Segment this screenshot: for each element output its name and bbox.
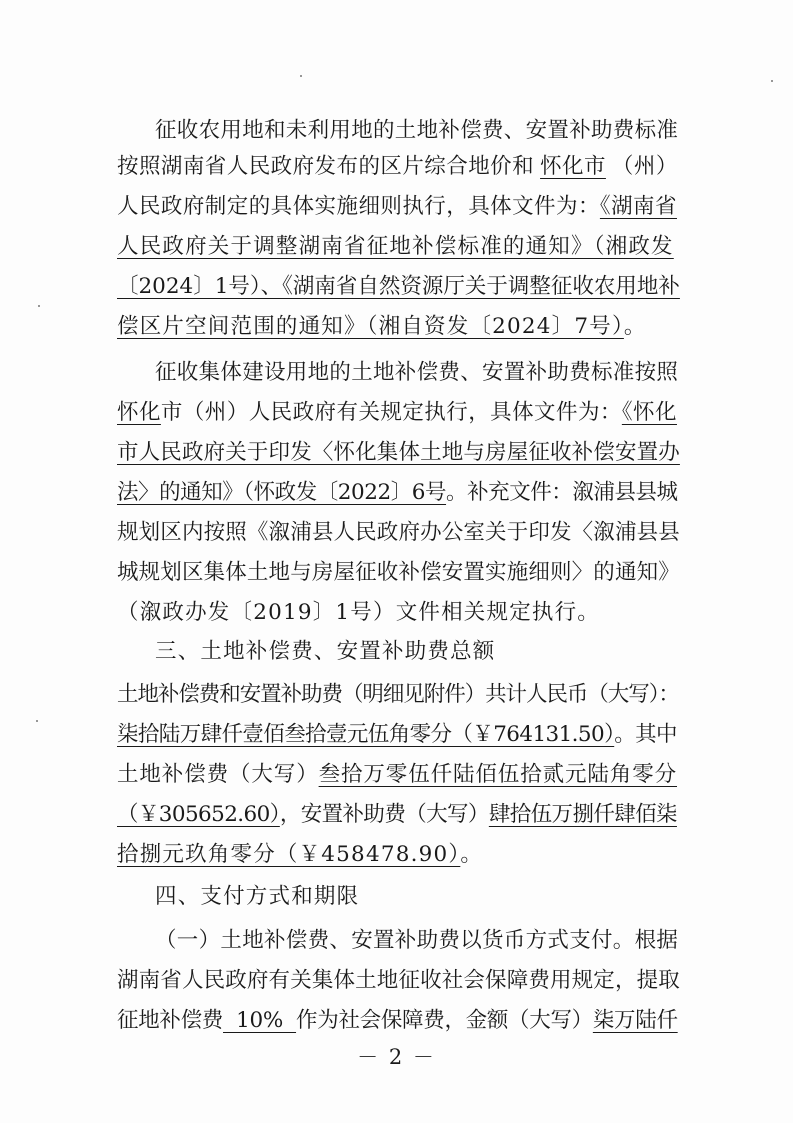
- text-line: [117, 147, 680, 187]
- text-line: [117, 795, 680, 835]
- document-reference-underlined: 人民政府关于调整湖南省征地补偿标准的通知》（湘政发: [117, 234, 674, 259]
- text-segment: 。其中: [614, 722, 677, 747]
- text-line: [117, 433, 680, 473]
- percentage-underlined: 10%: [223, 1008, 297, 1033]
- text-line: [155, 353, 680, 393]
- text-segment: 作为社会保障费，金额（大写）: [296, 1008, 593, 1033]
- text-line: [117, 961, 680, 1001]
- scan-speck: [36, 720, 38, 722]
- text-segment: （州）: [611, 154, 678, 179]
- text-line: [117, 1001, 680, 1041]
- section-heading-text: 三、土地补偿费、安置补助费总额: [155, 639, 496, 664]
- text-line: [117, 593, 680, 633]
- document-reference-underlined: 〔2024〕1号）、《湖南省自然资源厅关于调整征收农用地补: [117, 274, 680, 299]
- text-segment: （一）土地补偿费、安置补助费以货币方式支付。根据: [155, 928, 679, 953]
- document-reference-underlined: 偿区片空间范围的通知》（湘自资发〔2024〕7号）: [117, 314, 624, 339]
- text-segment: 规划区内按照《溆浦县人民政府办公室关于印发〈溆浦县县: [117, 520, 680, 545]
- text-line: [117, 835, 680, 875]
- text-segment: ，安置补助费（大写）: [279, 802, 489, 827]
- document-reference-underlined: 法〉的通知》（怀政发〔2022〕6号: [117, 480, 447, 505]
- text-segment: 。补充文件：溆浦县县城: [446, 480, 678, 505]
- text-line: [117, 267, 680, 307]
- text-segment: 土地补偿费（大写）: [117, 762, 319, 787]
- text-line: [117, 393, 680, 433]
- text-segment: 人民政府制定的具体实施细则执行，具体文件为：: [117, 194, 600, 219]
- text-line: [117, 187, 680, 227]
- scan-speck: [771, 80, 773, 82]
- text-line: [117, 227, 680, 267]
- text-segment: 征收农用地和未利用地的土地补偿费、安置补助费标准: [155, 118, 679, 143]
- page-number: － 2 －: [357, 1045, 436, 1069]
- city-name-underlined: 怀化市: [540, 154, 606, 179]
- text-line: [117, 755, 680, 795]
- text-segment: 征地补偿费: [117, 1008, 224, 1033]
- text-line: [117, 473, 680, 513]
- text-segment: 市（州）人民政府有关规定执行，具体文件为：: [160, 400, 622, 425]
- text-line: [117, 513, 680, 553]
- text-segment: 。: [460, 842, 484, 867]
- document-reference-underlined: 市人民政府关于印发〈怀化集体土地与房屋征收补偿安置办: [117, 440, 680, 465]
- section-heading: [155, 877, 680, 917]
- text-line: [117, 307, 680, 347]
- section-heading-text: 四、支付方式和期限: [155, 884, 360, 909]
- resettlement-amount-underlined: 肆拾伍万捌仟肆佰柒: [488, 802, 677, 827]
- land-compensation-number-underlined: （￥305652.60）: [117, 802, 280, 827]
- section-heading: [155, 632, 680, 672]
- amount-underlined: 柒万陆仟: [592, 1008, 678, 1033]
- resettlement-amount-underlined: 拾捌元玖角零分（￥458478.90）: [117, 842, 461, 867]
- scan-speck: [38, 305, 40, 307]
- land-compensation-amount-underlined: 叁拾万零伍仟陆佰伍拾贰元陆角零分: [318, 762, 678, 787]
- text-line: [117, 715, 680, 755]
- text-segment: 按照湖南省人民政府发布的区片综合地价和: [117, 154, 535, 179]
- text-segment: 。: [623, 314, 647, 339]
- document-reference-underlined: 《怀化: [621, 400, 677, 425]
- text-segment: 土地补偿费和安置补助费（明细见附件）共计人民币（大写）：: [117, 682, 679, 707]
- text-segment: （溆政办发〔2019〕1号）文件相关规定执行。: [117, 600, 600, 625]
- text-line: [155, 111, 680, 151]
- text-segment: 征收集体建设用地的土地补偿费、安置补助费标准按照: [155, 360, 679, 385]
- text-line: [117, 675, 680, 715]
- text-segment: 城规划区集体土地与房屋征收补偿安置实施细则〉的通知》: [117, 560, 680, 585]
- total-amount-underlined: 柒拾陆万肆仟壹佰叁拾壹元伍角零分（￥764131.50）: [117, 722, 615, 747]
- text-segment: 湖南省人民政府有关集体土地征收社会保障费用规定，提取: [117, 968, 680, 993]
- document-reference-underlined: 《湖南省: [599, 194, 677, 219]
- text-line: [117, 553, 680, 593]
- city-name-underlined: 怀化: [117, 400, 161, 425]
- text-line: [155, 921, 680, 961]
- scan-speck: [300, 75, 302, 77]
